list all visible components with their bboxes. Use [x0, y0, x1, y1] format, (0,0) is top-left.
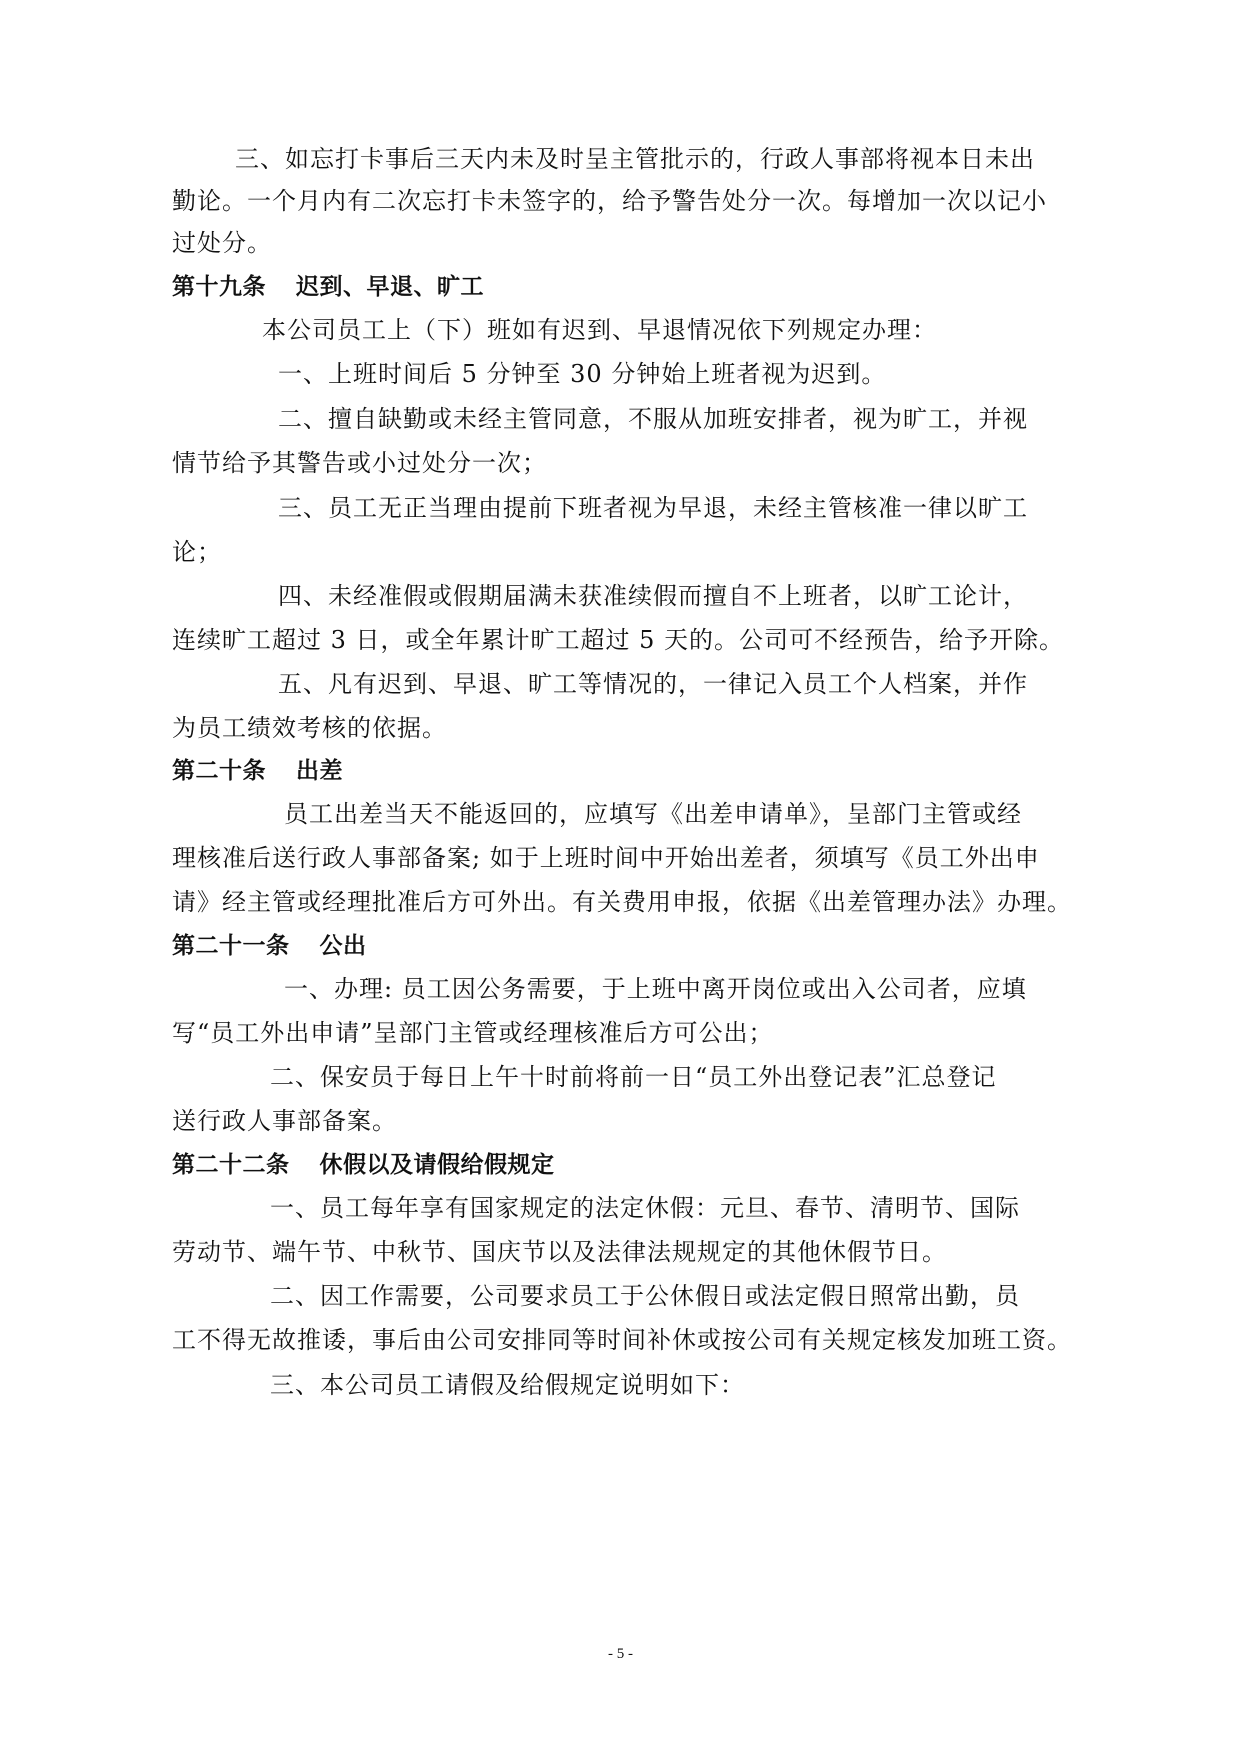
article19-title: 迟到、早退、旷工: [296, 274, 484, 300]
article21-item2-line2: 送行政人事部备案。: [172, 1107, 397, 1135]
article22-item1-line1: 一、员工每年享有国家规定的法定休假：元旦、春节、清明节、国际: [270, 1194, 1020, 1222]
article20-body-line2: 理核准后送行政人事部备案; 如于上班时间中开始出差者，须填写《员工外出申: [172, 844, 1040, 872]
article19-item5-line1: 五、凡有迟到、早退、旷工等情况的，一律记入员工个人档案，并作: [278, 670, 1028, 698]
article19-item2-line2: 情节给予其警告或小过处分一次；: [172, 449, 547, 477]
article19-item3-line2: 论；: [172, 538, 222, 566]
article18-item3-line3: 过处分。: [172, 229, 272, 257]
article21-title: 公出: [319, 933, 367, 959]
article20-body-line1: 员工出差当天不能返回的，应填写《出差申请单》，呈部门主管或经: [284, 800, 1022, 828]
article20-heading: [172, 755, 343, 787]
article22-title: 休假以及请假给假规定: [319, 1152, 555, 1178]
article22-item2-line1: 二、因工作需要，公司要求员工于公休假日或法定假日照常出勤，员: [270, 1282, 1020, 1310]
article19-item2-line1: 二、擅自缺勤或未经主管同意，不服从加班安排者，视为旷工，并视: [278, 405, 1028, 433]
article19-item1-line1: 一、上班时间后 5 分钟至 30 分钟始上班者视为迟到。: [278, 360, 887, 388]
page-number: - 5 -: [608, 1646, 633, 1662]
article22-item3-line1: 三、本公司员工请假及给假规定说明如下：: [270, 1371, 745, 1399]
article21-item1-line1: 一、办理: 员工因公务需要，于上班中离开岗位或出入公司者，应填: [284, 975, 1027, 1003]
article22-number: 第二十二条: [172, 1152, 290, 1178]
article21-number: 第二十一条: [172, 933, 290, 959]
article22-item2-line2: 工不得无故推诿，事后由公司安排同等时间补休或按公司有关规定核发加班工资。: [172, 1326, 1072, 1354]
article19-item4-line2: 连续旷工超过 3 日，或全年累计旷工超过 5 天的。公司可不经预告，给予开除。: [172, 626, 1065, 654]
article22-heading: [172, 1149, 555, 1181]
article20-title: 出差: [296, 758, 343, 784]
article19-number: 第十九条: [172, 274, 266, 300]
article19-item4-line1: 四、未经准假或假期届满未获准续假而擅自不上班者，以旷工论计，: [278, 582, 1028, 610]
article21-item2-line1: 二、保安员于每日上午十时前将前一日“员工外出登记表”汇总登记: [270, 1063, 997, 1091]
article22-item1-line2: 劳动节、端午节、中秋节、国庆节以及法律法规规定的其他休假节日。: [172, 1238, 947, 1266]
article18-item3-line2: 勤论。一个月内有二次忘打卡未签字的，给予警告处分一次。每增加一次以记小: [172, 187, 1047, 215]
article19-intro: 本公司员工上（下）班如有迟到、早退情况依下列规定办理：: [262, 316, 937, 344]
article19-item5-line2: 为员工绩效考核的依据。: [172, 714, 447, 742]
article19-heading: [172, 271, 484, 303]
article21-item1-line2: 写“员工外出申请”呈部门主管或经理核准后方可公出；: [172, 1019, 774, 1047]
article18-item3-line1: 三、如忘打卡事后三天内未及时呈主管批示的，行政人事部将视本日未出: [235, 145, 1035, 173]
article21-heading: [172, 930, 367, 962]
article20-number: 第二十条: [172, 758, 266, 784]
article20-body-line3: 请》经主管或经理批准后方可外出。有关费用申报，依据《出差管理办法》办理。: [172, 888, 1072, 916]
article19-item3-line1: 三、员工无正当理由提前下班者视为早退，未经主管核准一律以旷工: [278, 494, 1028, 522]
